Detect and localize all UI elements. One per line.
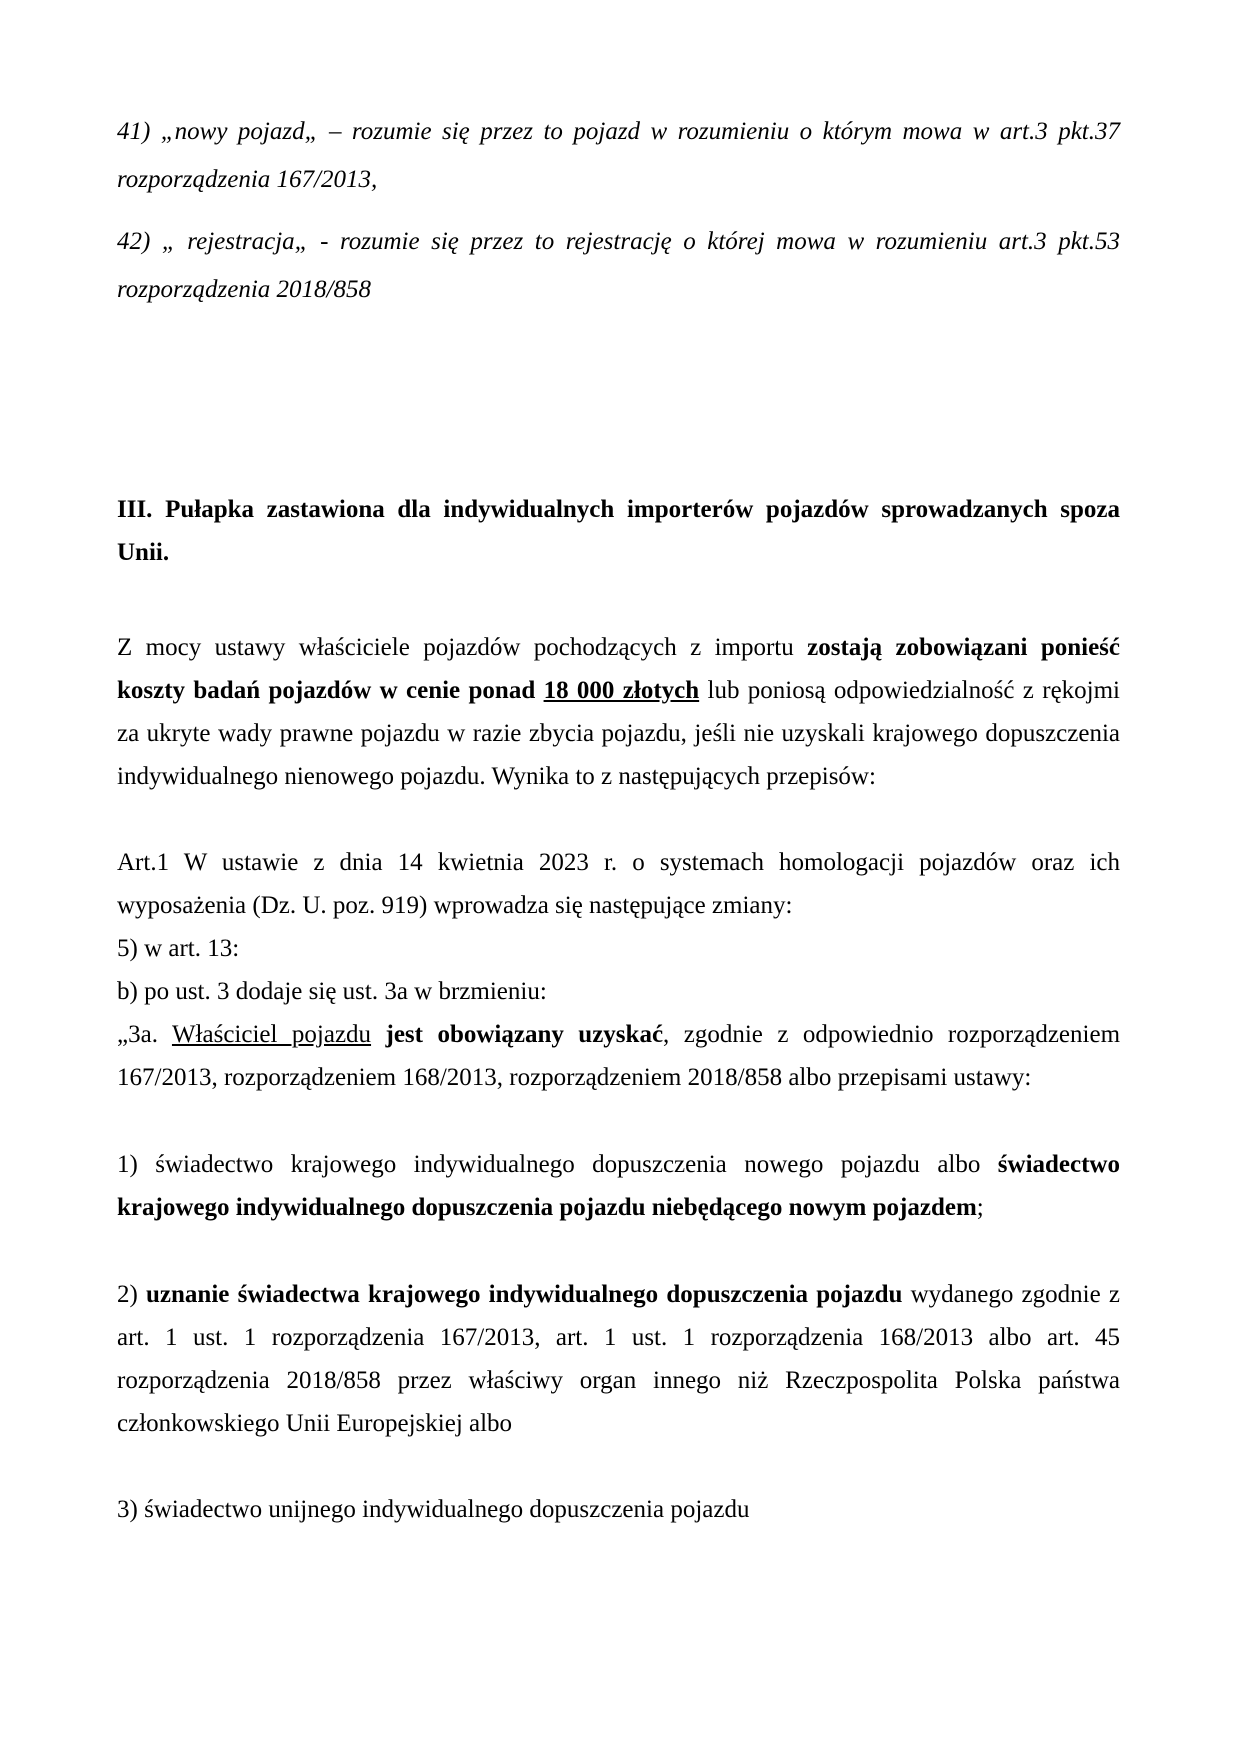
list-item-1-tail: ; [976, 1194, 984, 1221]
definition-41-text: 41) „nowy pojazd„ – rozumie się przez to pojazd w rozumieniu o którym mowa w art.3 pkt.37 rozporządzenia 167/2013, [117, 118, 1120, 193]
paragraph-art1 [117, 841, 1120, 927]
paragraph-pkt5 [117, 927, 1120, 970]
list-item-2-bold: uznanie świadectwa krajowego indywidualnego dopuszczenia pojazdu [146, 1281, 903, 1308]
list-item-1 [117, 1143, 1120, 1229]
section-heading-text: III. Pułapka zastawiona dla indywidualnych importerów pojazdów sprowadzanych spoza Unii. [117, 496, 1120, 566]
list-item-2-number: 2) [117, 1281, 147, 1308]
definition-42 [117, 218, 1120, 314]
paragraph-3a-open: „3a. [117, 1021, 172, 1048]
list-item-3-text: 3) świadectwo unijnego indywidualnego dopuszczenia pojazdu [117, 1496, 750, 1523]
paragraph-3a-space [371, 1021, 385, 1048]
definition-42-text: 42) „ rejestracja„ - rozumie się przez to rejestrację o której mowa w rozumieniu art.3 pkt.53 rozporządzenia 2018/858 [117, 228, 1120, 303]
obligation-run-tail: lub poniosą odpowiedzialność z rękojmi za ukryte wady prawne pojazdu w razie zbycia pojazdu, jeśli nie uzyskali krajowego dopuszczenia indywidualnego nienowego pojazdu. Wynika to z następujących przepisów: [117, 677, 1121, 790]
obligation-run-bold: zostają zobowiązani ponieść koszty badań pojazdów w cenie ponad [117, 634, 1120, 704]
obligation-run-amount: 18 000 złotych [543, 677, 700, 704]
paragraph-obligation [117, 626, 1120, 798]
list-item-3 [117, 1488, 1120, 1531]
list-item-2-tail: wydanego zgodnie z art. 1 ust. 1 rozporządzenia 167/2013, art. 1 ust. 1 rozporządzenia 168/2013 albo art. 45 rozporządzenia 2018/858 przez właściwy organ innego niż Rzeczpospolita Polska państwa członkowskiego Unii Europejskiej albo [117, 1281, 1120, 1437]
section-heading [117, 488, 1120, 574]
paragraph-lit-b-text: b) po ust. 3 dodaje się ust. 3a w brzmieniu: [117, 978, 547, 1005]
paragraph-pkt5-text: 5) w art. 13: [117, 935, 240, 962]
paragraph-art1-text: Art.1 W ustawie z dnia 14 kwietnia 2023 r. o systemach homologacji pojazdów oraz ich wyposażenia (Dz. U. poz. 919) wprowadza się następujące zmiany: [117, 849, 1120, 919]
obligation-run-regular: Z mocy ustawy właściciele pojazdów pochodzących z importu [117, 634, 808, 661]
list-item-2 [117, 1273, 1120, 1445]
paragraph-lit-b [117, 970, 1120, 1013]
paragraph-3a-underlined: Właściciel pojazdu [171, 1021, 372, 1048]
paragraph-3a [117, 1013, 1120, 1099]
paragraph-3a-tail: , zgodnie z odpowiednio rozporządzeniem 167/2013, rozporządzeniem 168/2013, rozporządzeniem 2018/858 albo przepisami ustawy: [117, 1021, 1121, 1091]
definition-41 [117, 108, 1120, 204]
list-item-1-bold: świadectwo krajowego indywidualnego dopuszczenia pojazdu niebędącego nowym pojazdem [117, 1151, 1120, 1221]
paragraph-3a-bold: jest obowiązany uzyskać [385, 1021, 664, 1048]
list-item-1-regular: 1) świadectwo krajowego indywidualnego dopuszczenia nowego pojazdu albo [117, 1151, 998, 1178]
